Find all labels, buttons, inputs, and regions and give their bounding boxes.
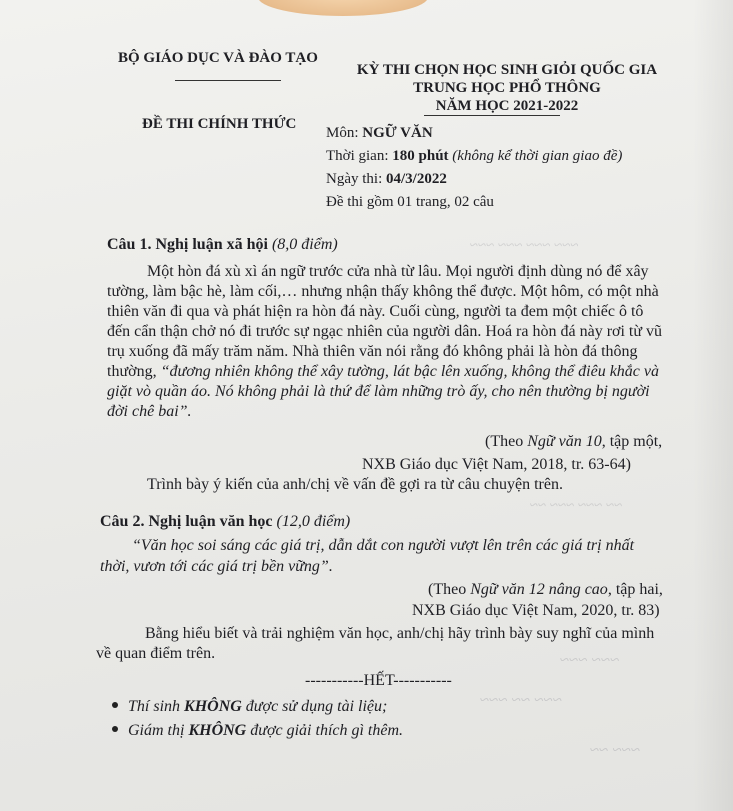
q1-points: (8,0 điểm) [267, 236, 338, 253]
q1-title: Câu 1. Nghị luận xã hội [107, 236, 268, 253]
q1-passage [107, 262, 667, 422]
time-line [326, 148, 622, 165]
q2-source-book: Ngữ văn 12 nâng cao [470, 581, 608, 598]
q1-publisher: NXB Giáo dục Việt Nam, 2018, tr. 63-64) [362, 456, 631, 473]
bleed-through-mark: ~~~ ~~~ ~~~ ~~~ [470, 238, 579, 254]
q1-line-5: trụ xuống đã mấy trăm năm. Nhà thiên văn nói rằng đó không phải là hòn đá thông [107, 343, 638, 360]
bleed-through-mark: ~~~ ~~ [590, 740, 641, 759]
exam-title-underline [424, 115, 560, 116]
bleed-through-mark: ~~~ ~~ ~~~ [480, 690, 563, 709]
q2-quote-line1: “Văn học soi sáng các giá trị, dẫn dắt con người vượt lên trên các giá trị nhất [132, 537, 635, 554]
note-2-bold: KHÔNG [188, 722, 247, 739]
q1-source-prefix: (Theo [485, 433, 528, 450]
exam-title-line2: TRUNG HỌC PHỔ THÔNG [413, 80, 601, 96]
exam-title-line1: KỲ THI CHỌN HỌC SINH GIỎI QUỐC GIA [356, 62, 658, 78]
q2-source [428, 581, 663, 599]
q1-line-2: tường, làm bậc hè, làm cối,… nhưng nhận thấy không thể được. Một hôm, có một nhà [107, 283, 659, 300]
official-exam-label: ĐỀ THI CHÍNH THỨC [142, 116, 297, 132]
q1-source-suffix: , tập một, [601, 433, 663, 450]
q1-task: Trình bày ý kiến của anh/chị về vấn đề gợi ra từ câu chuyện trên. [147, 476, 563, 493]
date-value: 04/3/2022 [386, 171, 447, 187]
ministry-underline [175, 80, 281, 81]
q1-source [485, 433, 662, 451]
time-value: 180 phút [392, 148, 449, 164]
q1-line-7: giặt vò quần áo. Nó không phải là thứ để làm những trò ấy, cho nên thường bị người [107, 383, 650, 400]
q2-heading [100, 513, 350, 531]
q2-publisher: NXB Giáo dục Việt Nam, 2020, tr. 83) [412, 602, 660, 619]
date-label: Ngày thi: [326, 171, 386, 187]
note-item [112, 722, 403, 740]
q1-line-6-italic: “đương nhiên không thể xây tường, lát bậc lên xuống, không thể điêu khắc và [160, 363, 659, 380]
time-label: Thời gian: [326, 148, 393, 164]
q2-quote-line2: thời, vươn tới các giá trị bền vững”. [100, 558, 333, 575]
note-2-after: được giải thích gì thêm. [246, 722, 404, 739]
bullet-icon [112, 702, 118, 708]
note-1-before: Thí sinh [128, 698, 185, 715]
q2-points: (12,0 điểm) [272, 513, 351, 530]
q1-line-3: thiên văn đi qua và phát hiện ra hòn đá này. Cuối cùng, người ta đem một chiếc ô tô [107, 303, 644, 320]
q1-line-4: đến cẩn thận chở nó đi trước sự ngạc nhiên của người dân. Hoá ra hòn đá này rơi từ vũ [107, 323, 663, 340]
note-item [112, 698, 387, 716]
q1-line-6-normal: thường, [107, 363, 161, 380]
bleed-through-mark: ~~~ ~~~ [560, 650, 620, 669]
note-1-bold: KHÔNG [184, 698, 242, 715]
end-marker: -----------HẾT----------- [305, 672, 452, 689]
subject-line [326, 125, 433, 142]
q1-line-8: đời chê bai”. [107, 403, 192, 420]
q2-source-prefix: (Theo [428, 581, 471, 598]
q1-source-book: Ngữ văn 10 [527, 433, 602, 450]
q2-title: Câu 2. Nghị luận văn học [100, 513, 273, 530]
date-line [326, 171, 447, 188]
time-note: (không kể thời gian giao đề) [448, 148, 623, 164]
q2-task-line1: Bằng hiểu biết và trải nghiệm văn học, anh/chị hãy trình bày suy nghĩ của mình [145, 625, 655, 642]
q2-source-suffix: , tập hai, [607, 581, 663, 598]
exam-title-line3: NĂM HỌC 2021-2022 [435, 98, 579, 114]
note-1-after: được sử dụng tài liệu; [241, 698, 388, 715]
subject-label: Môn: [326, 125, 363, 141]
q1-line-6 [107, 362, 667, 382]
bullet-icon [112, 726, 118, 732]
ministry-name: BỘ GIÁO DỤC VÀ ĐÀO TẠO [118, 50, 318, 66]
q1-heading [107, 236, 338, 254]
note-2-before: Giám thị [128, 722, 189, 739]
subject-value: NGỮ VĂN [362, 125, 433, 141]
paper-edge-shadow [693, 0, 733, 811]
pages-line: Đề thi gồm 01 trang, 02 câu [326, 194, 494, 210]
bleed-through-mark: ~~ ~~~ ~~~ ~~ [530, 498, 623, 514]
q1-line-1: Một hòn đá xù xì án ngữ trước cửa nhà từ lâu. Mọi người định dùng nó để xây [147, 263, 649, 280]
q2-task-line2: về quan điểm trên. [96, 645, 216, 662]
